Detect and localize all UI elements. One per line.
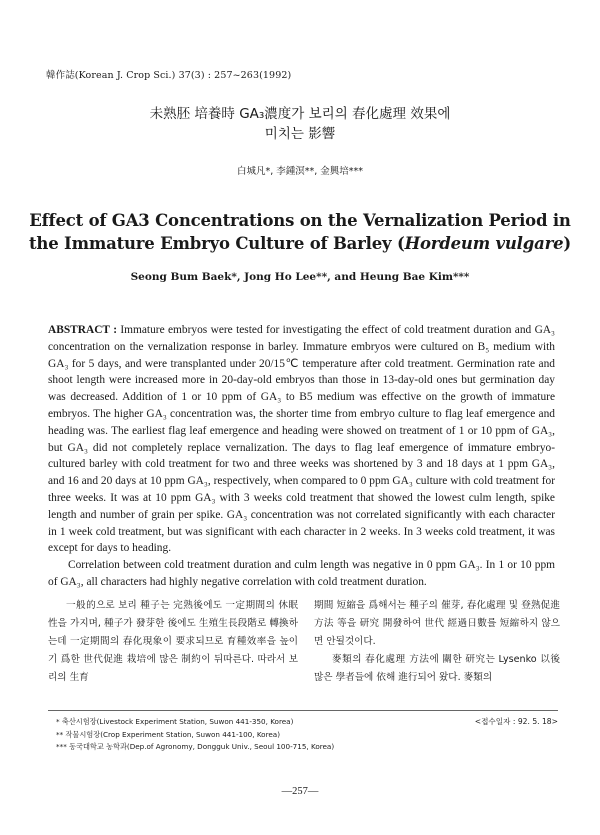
korean-title (0, 104, 600, 144)
english-title-line-1: Effect of GA3 Concentrations on the Vernalization Period in (29, 211, 571, 230)
journal-reference: 韓作誌(Korean J. Crop Sci.) 37(3) : 257~263(1992) (46, 70, 292, 81)
received-date: <접수일자 : 92. 5. 18> (474, 717, 558, 726)
species-name: Hordeum vulgare (404, 234, 564, 253)
english-title (20, 209, 580, 255)
body-column-right (314, 597, 560, 687)
body-left-paragraph: 一般的으로 보리 種子는 完熟後에도 一定期間의 休眠性을 가지며, 種子가 發芽한 後에도 生殖生長段階로 轉換하는데 一定期間의 春化現象이 要求되므로 育種效率을 높이기 爲한 世代促進 栽培에 많은 制約이 뒤따른다. 따라서 보리의 生育 (48, 600, 298, 683)
abstract-label: ABSTRACT : (48, 324, 117, 336)
korean-authors: 白城凡*, 李鍾溟**, 金興培*** (236, 166, 364, 177)
body-column-left (48, 597, 298, 687)
footnote-3: *** 동국대학교 농학과(Dep.of Agronomy, Dongguk Univ., Seoul 100-715, Korea) (56, 742, 335, 751)
body-right-paragraph-2: 麥類의 春化處理 方法에 關한 研究는 Lysenko 以後 많은 學者들에 依해 進行되어 왔다. 麥類의 (314, 654, 560, 683)
page-number: —257— (281, 786, 319, 797)
body-right-paragraph-1: 期間 短縮을 爲해서는 種子의 催芽, 春化處理 및 登熟促進 方法 等을 研究 開發하여 世代 經過日數를 短縮하지 않으면 안될것이다. (314, 600, 560, 647)
korean-title-line-2: 미치는 影響 (264, 126, 336, 142)
abstract (48, 322, 555, 591)
footnote-2: ** 작물시험장(Crop Experiment Station, Suwon 441-100, Korea) (56, 729, 281, 739)
korean-title-line-1: 未熟胚 培養時 GA₃濃度가 보리의 春化處理 效果에 (149, 106, 451, 122)
english-authors: Seong Bum Baek*, Jong Ho Lee**, and Heung Bae Kim*** (130, 271, 470, 283)
english-title-prefix: the Immature Embryo Culture of Barley ( (29, 234, 405, 253)
english-title-line-2 (20, 232, 580, 255)
footnote-divider (48, 710, 558, 711)
abstract-paragraph-2: Correlation between cold treatment duration and culm length was negative in 0 ppm GA₃. In 1 or 10 ppm of GA₃, all characters had highly negative correlation with cold treatment duration. (48, 559, 555, 588)
abstract-text-1: Immature embryos were tested for investigating the effect of cold treatment duration and GA₃ concentration on the vernalization response in barley. Immature embryos were cultured on B₅ medium with GA₃ for 5 days, and were transplanted under 20/15℃ temperature after cold treatment. Germination rate and shoot length were increased more in 20-day-old embryos than those in 13-day-old ones but germination day was decreased. Addition of 1 or 10 ppm of GA₃ to B5 medium was effective on the growth of immature embryos. The higher GA₃ concentration was, the shorter time from embryo culture to flag leaf emergence and heading was. The earliest flag leaf emergence and heading were showed on treatment of 1 or 10 ppm of GA₃, but GA₃ did not completely replace vernalization. The days to flag leaf emergence of immature embryo-cultured barley with cold treatment for two and three weeks was shortened by 3 and 18 days at 1 ppm GA₃, and 16 and 20 days at 10 ppm GA₃, respectively, when compared to 0 ppm GA₃ culture with cold treatment for three weeks. It was at 10 ppm GA₃ with 3 weeks cold treatment that showed the lowest culm length, spike length and number of grain per spike. GA₃ concentration was not correlated significantly with each character in 1 week cold treatment, but was significant with each character in 2 weeks. In 3 weeks cold treatment, it was except for days to heading. (48, 324, 555, 555)
footnotes (56, 716, 396, 754)
abstract-paragraph-1 (48, 322, 555, 557)
english-title-suffix: ) (563, 234, 571, 253)
footnote-1: * 축산시험장(Livestock Experiment Station, Suwon 441-350, Korea) (56, 717, 294, 726)
